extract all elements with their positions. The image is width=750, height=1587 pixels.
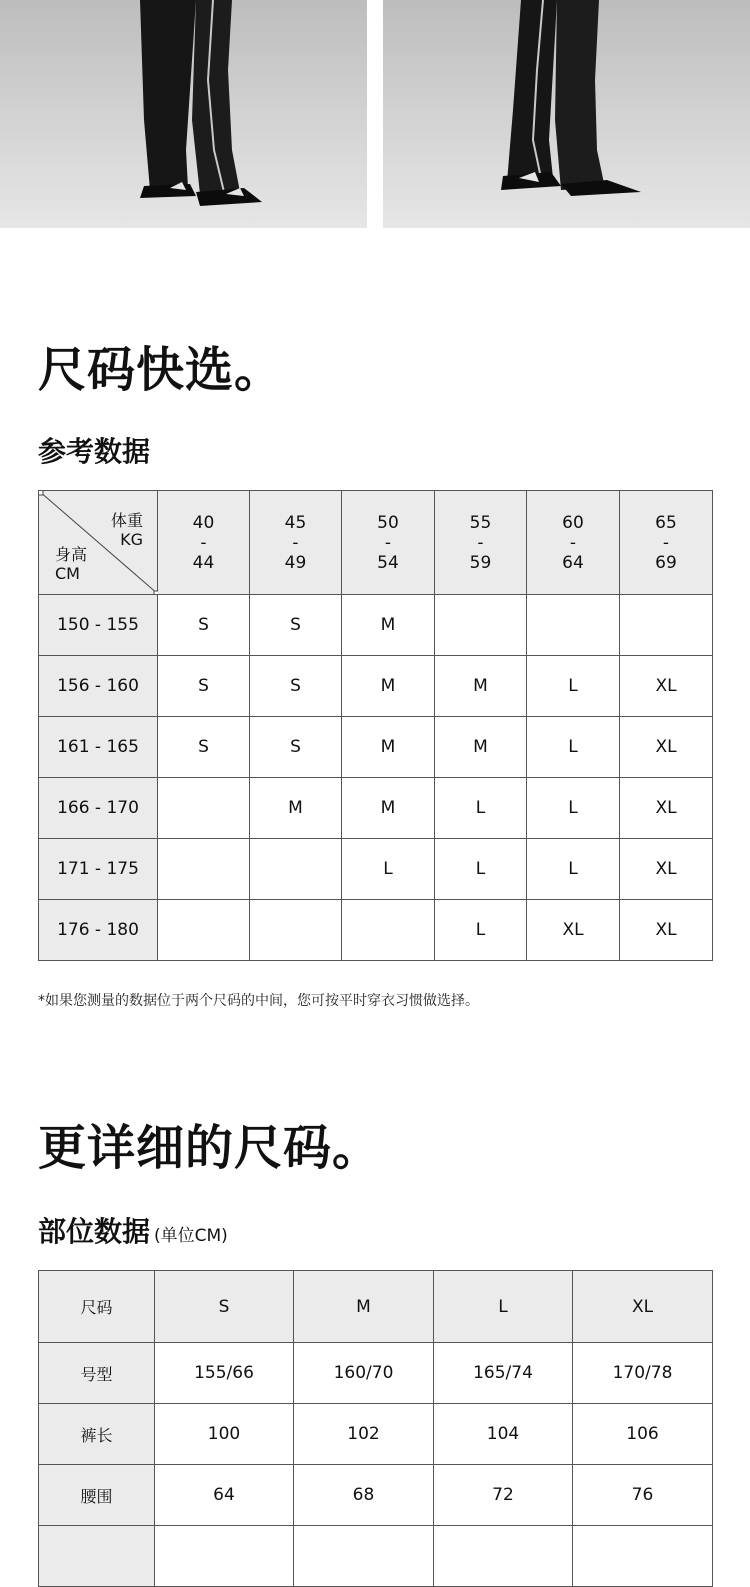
measure-value-cell	[573, 1526, 713, 1587]
size-cell: XL	[620, 717, 713, 778]
size-cell	[250, 900, 342, 961]
height-range-cell: 176 - 180	[39, 900, 158, 961]
size-cell: L	[527, 717, 620, 778]
weight-column-header: 45 - 49	[250, 491, 342, 595]
measure-value-cell	[155, 1526, 294, 1587]
detail-header-cell: M	[294, 1271, 434, 1343]
unit-note: (单位CM)	[154, 1226, 228, 1246]
measure-label-cell: 号型	[39, 1343, 155, 1404]
weight-axis-label	[111, 511, 143, 549]
size-cell: M	[250, 778, 342, 839]
measure-value-cell: 64	[155, 1465, 294, 1526]
size-cell: S	[250, 595, 342, 656]
table-row	[39, 1465, 713, 1526]
height-unit: CM	[55, 564, 80, 583]
table-row	[39, 717, 713, 778]
size-note: *如果您测量的数据位于两个尺码的中间，您可按平时穿衣习惯做选择。	[38, 993, 479, 1009]
size-cell: M	[342, 778, 435, 839]
height-range-cell: 161 - 165	[39, 717, 158, 778]
product-photos	[0, 0, 750, 228]
measure-label-cell: 裤长	[39, 1404, 155, 1465]
detail-header-cell: L	[434, 1271, 573, 1343]
size-cell: L	[527, 656, 620, 717]
weight-column-header: 60 - 64	[527, 491, 620, 595]
size-cell: M	[435, 656, 527, 717]
size-cell: XL	[620, 778, 713, 839]
header-corner-cell	[39, 491, 158, 595]
size-cell	[620, 595, 713, 656]
size-cell: XL	[620, 900, 713, 961]
size-cell: S	[158, 717, 250, 778]
size-cell: L	[342, 839, 435, 900]
height-axis-label	[55, 545, 87, 583]
table-row	[39, 839, 713, 900]
table-row	[39, 1526, 713, 1587]
height-range-cell: 156 - 160	[39, 656, 158, 717]
detail-size-title: 更详细的尺码。	[38, 1120, 382, 1176]
size-cell: S	[250, 717, 342, 778]
table-row	[39, 595, 713, 656]
size-cell: XL	[620, 656, 713, 717]
size-cell: S	[158, 595, 250, 656]
size-cell	[435, 595, 527, 656]
measure-value-cell: 100	[155, 1404, 294, 1465]
size-cell: M	[342, 656, 435, 717]
size-cell	[158, 839, 250, 900]
table-row	[39, 900, 713, 961]
detail-header-cell: S	[155, 1271, 294, 1343]
measure-value-cell: 165/74	[434, 1343, 573, 1404]
size-cell: L	[435, 839, 527, 900]
detail-header-row	[39, 1271, 713, 1343]
weight-column-header: 50 - 54	[342, 491, 435, 595]
size-cell	[250, 839, 342, 900]
weight-unit: KG	[120, 530, 143, 549]
size-cell: L	[435, 900, 527, 961]
product-photo-left	[0, 0, 367, 228]
size-cell	[527, 595, 620, 656]
quick-size-header-row	[39, 491, 713, 595]
height-range-cell: 150 - 155	[39, 595, 158, 656]
weight-column-header: 40 - 44	[158, 491, 250, 595]
measure-value-cell: 160/70	[294, 1343, 434, 1404]
weight-column-header: 55 - 59	[435, 491, 527, 595]
measure-value-cell: 76	[573, 1465, 713, 1526]
table-row	[39, 656, 713, 717]
height-label: 身高	[55, 545, 88, 564]
table-row	[39, 1343, 713, 1404]
size-cell: M	[342, 595, 435, 656]
measure-value-cell: 102	[294, 1404, 434, 1465]
quick-size-table	[38, 490, 713, 961]
product-photo-right	[383, 0, 750, 228]
size-cell: XL	[527, 900, 620, 961]
detail-size-subtitle	[38, 1215, 228, 1248]
detail-size-table	[38, 1270, 713, 1587]
measure-value-cell	[294, 1526, 434, 1587]
height-range-cell: 166 - 170	[39, 778, 158, 839]
measure-value-cell: 106	[573, 1404, 713, 1465]
measure-label-cell: 腰围	[39, 1465, 155, 1526]
size-cell	[158, 778, 250, 839]
weight-column-header: 65 - 69	[620, 491, 713, 595]
height-range-cell: 171 - 175	[39, 839, 158, 900]
size-cell: XL	[620, 839, 713, 900]
measure-value-cell	[434, 1526, 573, 1587]
size-cell: M	[435, 717, 527, 778]
measure-value-cell: 68	[294, 1465, 434, 1526]
size-cell	[342, 900, 435, 961]
table-row	[39, 778, 713, 839]
quick-size-title: 尺码快选。	[38, 342, 284, 398]
quick-size-subtitle: 参考数据	[38, 435, 151, 468]
table-row	[39, 1404, 713, 1465]
detail-size-subtitle-text: 部位数据	[38, 1215, 151, 1248]
size-cell: S	[158, 656, 250, 717]
detail-header-cell: 尺码	[39, 1271, 155, 1343]
size-cell: L	[527, 839, 620, 900]
detail-header-cell: XL	[573, 1271, 713, 1343]
measure-value-cell: 155/66	[155, 1343, 294, 1404]
measure-value-cell: 72	[434, 1465, 573, 1526]
size-cell: S	[250, 656, 342, 717]
measure-value-cell: 170/78	[573, 1343, 713, 1404]
size-cell: L	[435, 778, 527, 839]
size-cell: L	[527, 778, 620, 839]
size-cell	[158, 900, 250, 961]
weight-label: 体重	[110, 511, 143, 530]
measure-label-cell	[39, 1526, 155, 1587]
measure-value-cell: 104	[434, 1404, 573, 1465]
size-cell: M	[342, 717, 435, 778]
